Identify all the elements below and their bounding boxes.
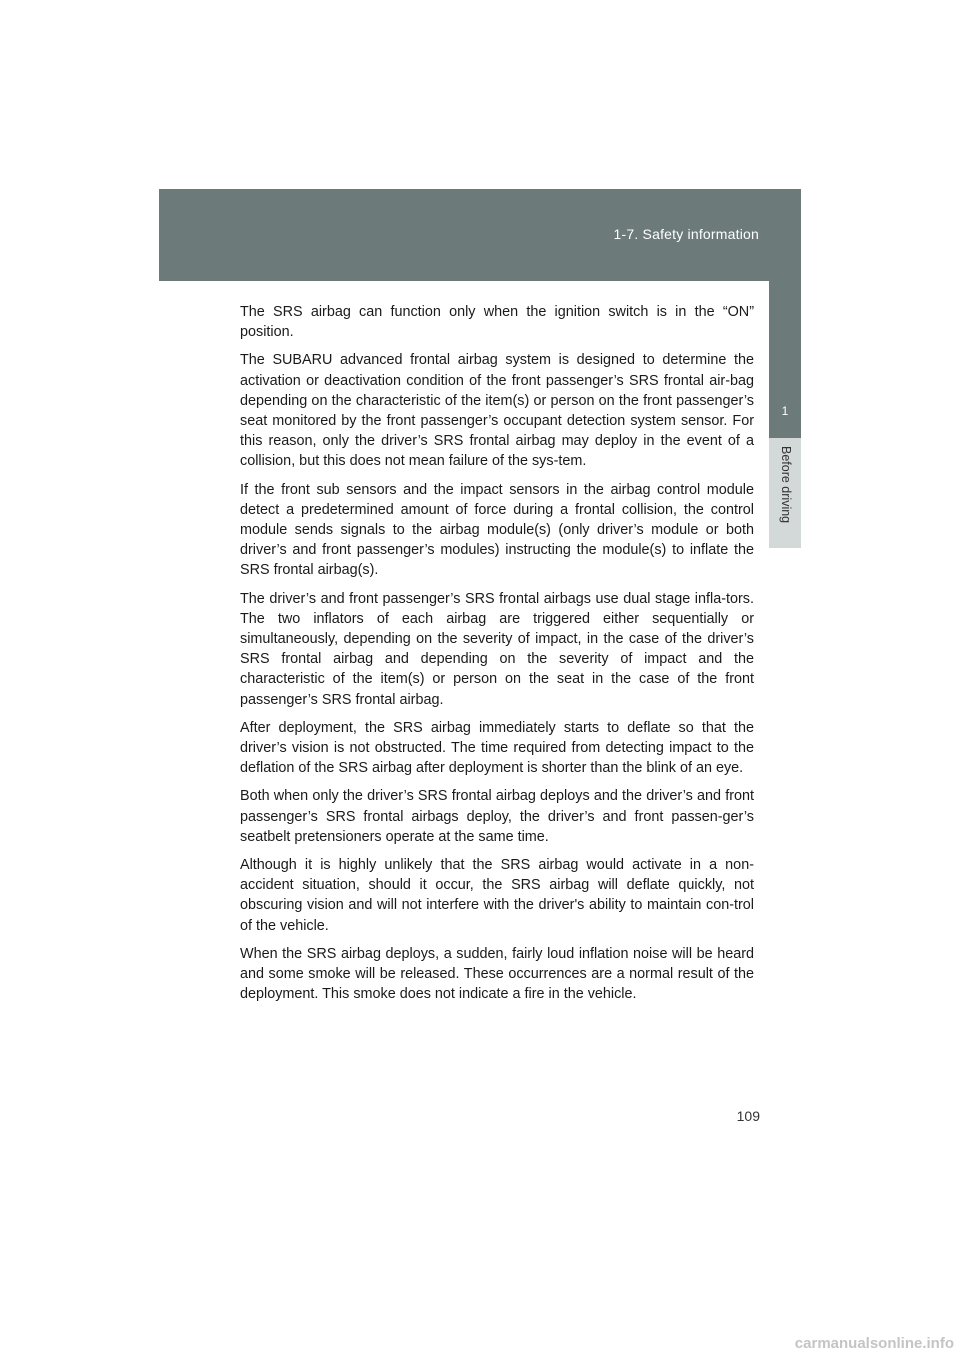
header-band (159, 189, 801, 281)
body-text (240, 302, 754, 1013)
paragraph: The SRS airbag can function only when the ignition switch is in the “ON” position. (240, 304, 754, 341)
chapter-label-tab (769, 438, 801, 548)
page-number: 109 (736, 1108, 760, 1124)
chapter-label: Before driving (779, 446, 793, 524)
paragraph: Although it is highly unlikely that the SRS airbag would activate in a non-accident situation, should it occur, the SRS airbag will deflate quickly, not obscuring vision and will not interfere with the driver's ability to maintain con-trol of the vehicle. (240, 857, 754, 934)
paragraph: When the SRS airbag deploys, a sudden, fairly loud inflation noise will be heard and some smoke will be released. These occurrences are a normal result of the deployment. This smoke does not indicate a fire in the vehicle. (240, 945, 754, 1003)
paragraph: If the front sub sensors and the impact sensors in the airbag control module detect a predetermined amount of force during a frontal collision, the control module sends signals to the airbag module(s) (only driver’s module or both driver’s and front passenger’s modules) instructing the module(s) to inflate the SRS frontal airbag(s). (240, 481, 754, 579)
chapter-tab (769, 281, 801, 438)
watermark: carmanualsonline.info (794, 1335, 954, 1352)
section-title: 1-7. Safety information (613, 226, 759, 242)
paragraph: The SUBARU advanced frontal airbag system is designed to determine the activation or deactivation condition of the front passenger’s SRS frontal air-bag depending on the characteristic of the item(s) or person on the front passenger’s seat monitored by the front passenger’s occupant detection system sensor. For this reason, only the driver’s SRS frontal airbag may deploy in the event of a collision, but this does not mean failure of the sys-tem. (240, 352, 754, 470)
chapter-number: 1 (781, 404, 789, 418)
paragraph: After deployment, the SRS airbag immediately starts to deflate so that the driver’s vision is not obstructed. The time required from detecting impact to the deflation of the SRS airbag after deployment is shorter than the blink of an eye. (240, 719, 754, 777)
paragraph: Both when only the driver’s SRS frontal airbag deploys and the driver’s and front passenger’s SRS frontal airbags deploy, the driver’s and front passen-ger’s seatbelt pretensioners operate at the same time. (240, 788, 754, 845)
paragraph: The driver’s and front passenger’s SRS frontal airbags use dual stage infla-tors. The two inflators of each airbag are triggered either sequentially or simultaneously, depending on the severity of impact, in the case of the driver’s SRS frontal airbag and depending on the severity of impact and the characteristic of the item(s) or person on the seat in the case of the front passenger’s SRS frontal airbag. (240, 590, 754, 708)
